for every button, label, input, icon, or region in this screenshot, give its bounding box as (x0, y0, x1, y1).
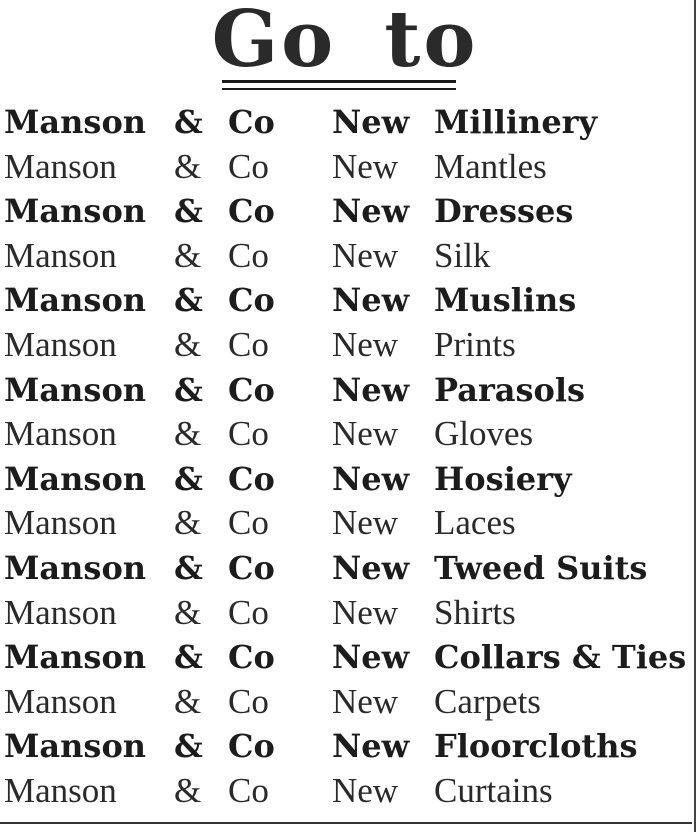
ad-line (4, 145, 694, 190)
new-label: New (332, 370, 410, 409)
company-name: Manson (4, 638, 147, 677)
product-name: Hosiery (434, 459, 572, 498)
company-suffix: Co (228, 681, 269, 721)
new-label: New (332, 681, 399, 721)
company-name: Manson (4, 235, 117, 275)
ampersand: & (174, 770, 202, 810)
ampersand: & (174, 370, 203, 409)
ad-line (4, 724, 694, 769)
company-name: Manson (4, 592, 117, 632)
company-suffix: Co (228, 235, 269, 275)
product-name: Carpets (434, 681, 541, 721)
company-suffix: Co (228, 103, 275, 141)
ad-line (4, 591, 694, 636)
ampersand: & (174, 146, 202, 186)
ampersand: & (174, 681, 202, 721)
ampersand: & (174, 235, 202, 275)
product-name: Millinery (434, 103, 598, 141)
new-label: New (332, 638, 410, 677)
product-name: Mantles (434, 146, 547, 186)
company-suffix: Co (228, 592, 269, 632)
product-name: Shirts (434, 592, 516, 632)
company-suffix: Co (228, 370, 275, 409)
company-suffix: Co (228, 414, 269, 454)
new-label: New (332, 592, 399, 632)
ampersand: & (174, 281, 203, 320)
ad-line (4, 501, 694, 546)
new-label: New (332, 459, 410, 498)
headline-rule-upper (222, 80, 456, 83)
new-label: New (332, 103, 410, 141)
product-name: Gloves (434, 414, 534, 454)
company-name: Manson (4, 503, 117, 543)
ampersand: & (174, 324, 202, 364)
company-suffix: Co (228, 770, 269, 810)
ad-line (4, 546, 694, 591)
ad-line (4, 457, 694, 502)
ampersand: & (174, 727, 203, 766)
ad-line (4, 100, 694, 145)
new-label: New (332, 235, 399, 275)
product-name: Laces (434, 503, 516, 543)
company-name: Manson (4, 681, 117, 721)
ad-line (4, 234, 694, 279)
company-name: Manson (4, 192, 147, 231)
ad-line (4, 368, 694, 413)
company-suffix: Co (228, 638, 275, 677)
product-name: Muslins (434, 281, 577, 320)
company-name: Manson (4, 414, 117, 454)
advertisement-lines (4, 100, 694, 814)
company-suffix: Co (228, 503, 269, 543)
company-name: Manson (4, 770, 117, 810)
column-rule (694, 0, 696, 832)
new-label: New (332, 281, 410, 320)
company-suffix: Co (228, 548, 275, 587)
ampersand: & (174, 192, 203, 231)
company-name: Manson (4, 459, 147, 498)
ampersand: & (174, 503, 202, 543)
new-label: New (332, 503, 399, 543)
ampersand: & (174, 459, 203, 498)
company-name: Manson (4, 103, 147, 141)
new-label: New (332, 146, 399, 186)
company-suffix: Co (228, 324, 269, 364)
bottom-rule (0, 822, 692, 824)
new-label: New (332, 548, 410, 587)
headline-rule-lower (222, 88, 456, 90)
ad-line (4, 680, 694, 725)
product-name: Prints (434, 324, 516, 364)
ad-line (4, 278, 694, 323)
ampersand: & (174, 548, 203, 587)
ampersand: & (174, 638, 203, 677)
product-name: Silk (434, 235, 491, 275)
company-suffix: Co (228, 727, 275, 766)
ad-line (4, 769, 694, 814)
product-name: Curtains (434, 770, 553, 810)
company-name: Manson (4, 324, 117, 364)
company-suffix: Co (228, 459, 275, 498)
company-name: Manson (4, 370, 147, 409)
product-name: Tweed Suits (434, 548, 648, 587)
company-name: Manson (4, 281, 147, 320)
company-suffix: Co (228, 146, 269, 186)
company-name: Manson (4, 727, 147, 766)
product-name: Dresses (434, 192, 574, 231)
ampersand: & (174, 592, 202, 632)
product-name: Parasols (434, 370, 586, 409)
company-suffix: Co (228, 281, 275, 320)
product-name: Collars & Ties (434, 638, 687, 677)
company-name: Manson (4, 548, 147, 587)
new-label: New (332, 414, 399, 454)
new-label: New (332, 324, 399, 364)
ampersand: & (174, 414, 202, 454)
ad-line (4, 189, 694, 234)
ad-line (4, 635, 694, 680)
ampersand: & (174, 103, 203, 141)
company-name: Manson (4, 146, 117, 186)
headline: Go to (211, 0, 479, 85)
new-label: New (332, 192, 410, 231)
company-suffix: Co (228, 192, 275, 231)
ad-line (4, 323, 694, 368)
new-label: New (332, 727, 410, 766)
ad-line (4, 412, 694, 457)
product-name: Floorcloths (434, 727, 638, 766)
new-label: New (332, 770, 399, 810)
